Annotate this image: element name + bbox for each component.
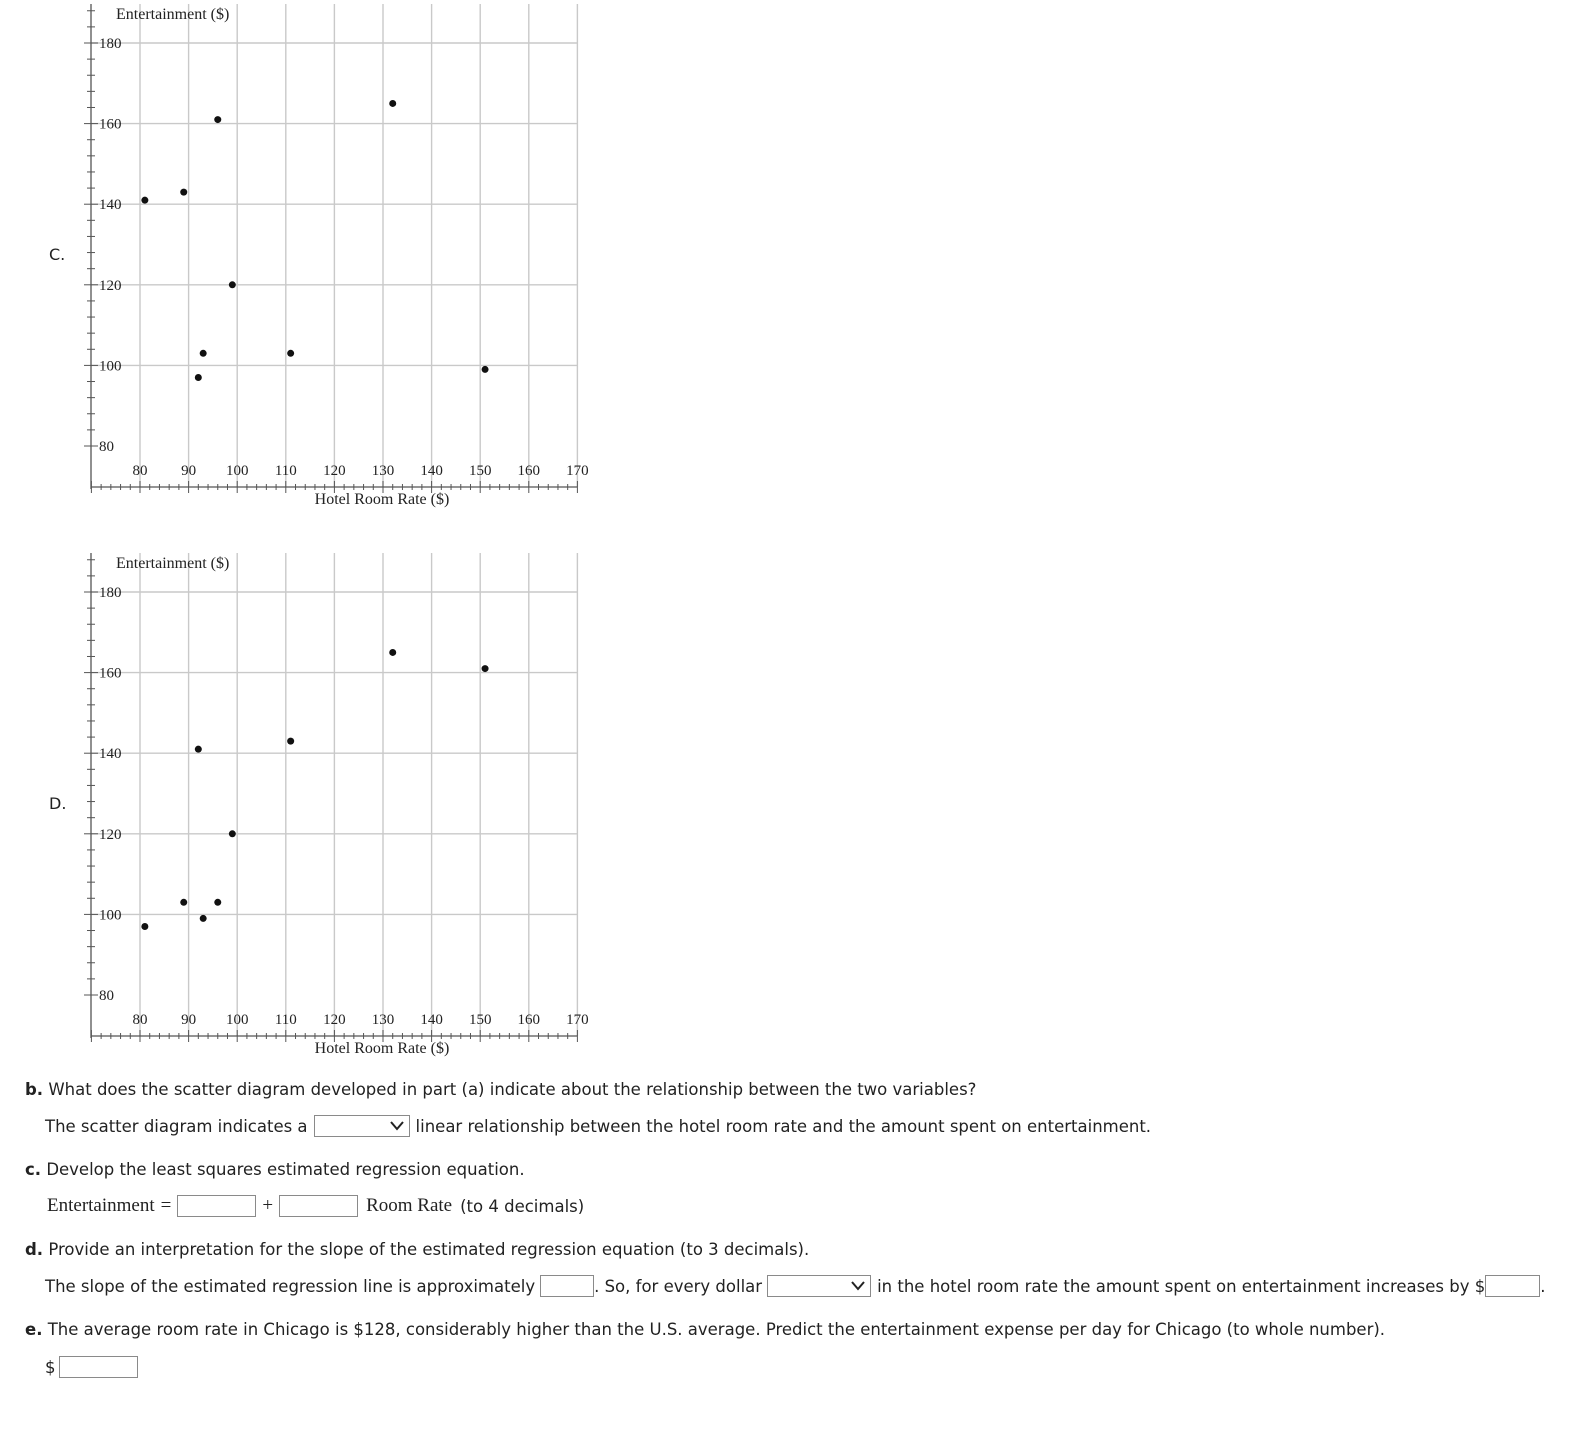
option-d-label: D. [49, 794, 67, 813]
x-tick-label: 130 [371, 1012, 395, 1028]
question-e-letter: e. [25, 1320, 43, 1339]
data-point [141, 923, 148, 930]
question-b-letter: b. [25, 1080, 44, 1099]
x-tick-label: 90 [181, 1012, 197, 1028]
answer-d-end: . [1540, 1276, 1546, 1296]
y-tick-label: 120 [99, 826, 122, 843]
equation-equals: = [160, 1195, 172, 1216]
x-tick-label: 120 [323, 463, 346, 479]
data-point [141, 197, 148, 204]
data-point [180, 899, 187, 906]
x-tick-label: 110 [274, 1012, 297, 1028]
x-tick-label: 110 [274, 463, 297, 479]
answer-e-line [45, 1356, 138, 1378]
y-tick-label: 180 [99, 585, 122, 601]
x-tick-label: 80 [132, 463, 148, 479]
question-e-text: The average room rate in Chicago is $128, considerably higher than the U.S. average. Predict the entertainment expense per day for Chicago (to whole number). [47, 1320, 1386, 1339]
answer-d-line [45, 1275, 1545, 1297]
y-tick-label: 180 [99, 36, 122, 52]
data-point [229, 281, 236, 288]
answer-d-prefix: The slope of the estimated regression line is approximately [45, 1276, 536, 1296]
slope-interpret-input[interactable] [540, 1275, 594, 1297]
prediction-input[interactable] [59, 1356, 138, 1378]
slope-input[interactable] [279, 1195, 358, 1217]
x-tick-label: 150 [468, 1012, 492, 1028]
question-b [25, 1080, 976, 1099]
y-tick-label: 100 [99, 907, 122, 924]
scatter-chart-c [0, 0, 620, 530]
data-point [214, 899, 221, 906]
x-tick-label: 140 [420, 463, 443, 479]
data-point [200, 350, 207, 357]
answer-b-suffix: linear relationship between the hotel room rate and the amount spent on entertainment. [415, 1116, 1152, 1136]
x-tick-label: 90 [181, 463, 197, 479]
question-b-text: What does the scatter diagram developed in part (a) indicate about the relationship between the two variables? [48, 1080, 977, 1099]
currency-symbol: $ [45, 1357, 56, 1377]
answer-b-prefix: The scatter diagram indicates a [45, 1116, 308, 1136]
data-point [389, 100, 396, 107]
x-tick-label: 100 [225, 463, 249, 479]
y-axis-title: Entertainment ($) [116, 555, 230, 572]
x-tick-label: 150 [468, 463, 492, 479]
question-d-letter: d. [25, 1240, 44, 1259]
y-tick-label: 160 [99, 665, 122, 682]
data-point [200, 915, 207, 922]
question-d [25, 1240, 809, 1259]
x-axis-title: Hotel Room Rate ($) [314, 1040, 450, 1057]
chevron-down-icon [850, 1280, 866, 1292]
data-point [389, 649, 396, 656]
x-tick-label: 160 [517, 463, 541, 479]
intercept-input[interactable] [177, 1195, 256, 1217]
equation-lhs: Entertainment [47, 1195, 155, 1216]
y-tick-label: 120 [99, 277, 122, 294]
y-tick-label: 140 [99, 197, 122, 214]
equation-note: (to 4 decimals) [460, 1196, 585, 1216]
x-tick-label: 130 [371, 463, 395, 479]
increase-amount-input[interactable] [1485, 1275, 1540, 1297]
chevron-down-icon [389, 1120, 405, 1132]
x-tick-label: 80 [132, 1012, 148, 1028]
y-tick-label: 160 [99, 116, 122, 133]
data-point [287, 738, 294, 745]
data-point [482, 665, 489, 672]
data-point [195, 374, 202, 381]
question-e [25, 1320, 1385, 1339]
x-tick-label: 120 [323, 1012, 346, 1028]
relationship-select[interactable] [314, 1115, 410, 1137]
answer-d-after-select: in the hotel room rate the amount spent on entertainment increases by $ [877, 1276, 1486, 1296]
question-c-letter: c. [25, 1160, 42, 1179]
y-tick-label: 80 [99, 439, 114, 455]
equation-plus: + [262, 1195, 274, 1216]
x-tick-label: 160 [517, 1012, 541, 1028]
scatter-chart-d [0, 549, 620, 1079]
y-tick-label: 140 [99, 746, 122, 763]
x-tick-label: 140 [420, 1012, 443, 1028]
question-c-text: Develop the least squares estimated regression equation. [46, 1160, 525, 1179]
data-point [214, 116, 221, 123]
change-direction-select[interactable] [767, 1275, 871, 1297]
answer-d-middle: . So, for every dollar [594, 1276, 763, 1296]
y-tick-label: 100 [99, 358, 122, 375]
option-c-label: C. [49, 245, 66, 264]
x-tick-label: 100 [225, 1012, 249, 1028]
x-axis-title: Hotel Room Rate ($) [314, 491, 450, 508]
x-tick-label: 170 [566, 463, 589, 479]
regression-equation [47, 1195, 584, 1217]
question-c [25, 1160, 525, 1179]
question-d-text: Provide an interpretation for the slope of the estimated regression equation (to 3 decimals). [48, 1240, 810, 1259]
x-tick-label: 170 [566, 1012, 589, 1028]
data-point [229, 830, 236, 837]
y-axis-title: Entertainment ($) [116, 6, 230, 23]
data-point [482, 366, 489, 373]
y-tick-label: 80 [99, 988, 114, 1004]
equation-rhs: Room Rate [366, 1195, 453, 1216]
data-point [195, 746, 202, 753]
data-point [180, 189, 187, 196]
data-point [287, 350, 294, 357]
answer-b-line [45, 1115, 1151, 1137]
